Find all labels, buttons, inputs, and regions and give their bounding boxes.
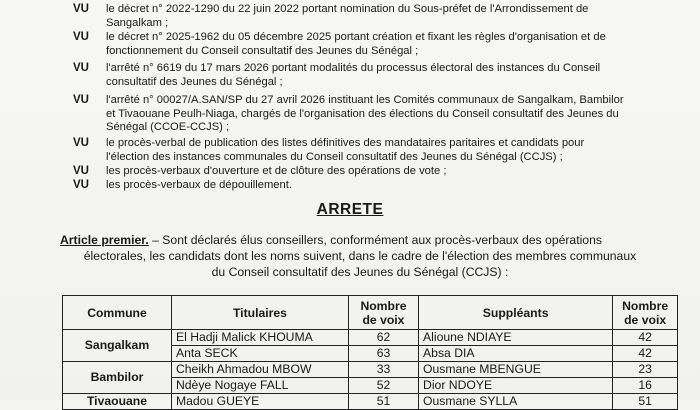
consideration-text — [106, 165, 660, 179]
consideration-line: le décret n° 2025-1962 du 05 décembre 2025 portant création et fixant les règles d'organisation et de — [106, 31, 606, 43]
consideration-text — [106, 137, 660, 164]
voix-titulaire-cell: 33 — [348, 362, 418, 378]
header-commune: Commune — [63, 296, 172, 330]
consideration-text — [106, 3, 660, 30]
consideration-line: Sénégal (CCOE-CCJS) ; — [106, 121, 230, 134]
vu-label: VU — [73, 94, 89, 106]
suppleant-cell: Ousmane MBENGUE — [419, 362, 613, 378]
consideration-line: l'arrêté n° 00027/A.SAN/SP du 27 avril 2026 instituant les Comités communaux de Sangalkam, Bambilor — [106, 94, 624, 106]
article-premier — [60, 233, 660, 280]
voix-titulaire-cell: 51 — [348, 394, 418, 410]
titulaire-cell: Madou GUEYE — [171, 394, 348, 410]
commune-cell: Bambilor — [63, 362, 172, 394]
consideration-line: fonctionnement du Conseil consultatif des Jeunes du Sénégal ; — [106, 44, 419, 57]
suppleant-cell: Absa DIA — [419, 346, 613, 362]
voix-titulaire-cell: 52 — [348, 378, 418, 394]
vu-label: VU — [73, 179, 89, 191]
vu-label: VU — [73, 165, 89, 177]
voix-suppleant-cell: 23 — [613, 362, 678, 378]
consideration-line: les procès-verbaux de dépouillement. — [106, 179, 292, 191]
consideration-line: les procès-verbaux d'ouverture et de clôture des opérations de vote ; — [106, 165, 447, 177]
vu-label: VU — [73, 31, 89, 43]
voix-titulaire-cell: 62 — [348, 330, 418, 346]
table-header-row — [63, 296, 678, 330]
article-line — [60, 233, 660, 249]
table-row — [63, 330, 678, 346]
suppleant-cell: Dior NDOYE — [419, 378, 613, 394]
header-voix-titulaires: Nombre de voix — [348, 296, 418, 330]
consideration-line: le procès-verbal de publication des listes définitives des mandataires paritaires et candidats pour — [106, 137, 585, 149]
article-line: du Conseil consultatif des Jeunes du Sénégal (CCJS) : — [211, 264, 509, 279]
header-suppleants: Suppléants — [419, 296, 613, 330]
article-text: – Sont déclarés élus conseillers, conformément aux procès-verbaux des opérations — [148, 233, 602, 247]
titulaire-cell: El Hadji Malick KHOUMA — [171, 330, 348, 346]
consideration-line: l'élection des instances communales du Conseil consultatif des Jeunes du Sénégal (CCJS) ; — [106, 150, 563, 163]
suppleant-cell: Alioune NDIAYE — [419, 330, 613, 346]
consideration-text — [106, 179, 660, 193]
voix-titulaire-cell: 63 — [348, 346, 418, 362]
header-titulaires: Titulaires — [171, 296, 348, 330]
consideration-line: consultatif des Jeunes du Sénégal ; — [106, 75, 283, 88]
vu-label: VU — [73, 62, 89, 74]
titulaire-cell: Cheikh Ahmadou MBOW — [171, 362, 348, 378]
table-row — [63, 362, 678, 378]
suppleant-cell: Ousmane SYLLA — [419, 394, 613, 410]
titulaire-cell: Anta SECK — [171, 346, 348, 362]
article-line: électorales, les candidats dont les noms suivent, dans le cadre de l'élection des membres communaux — [83, 248, 637, 263]
titulaire-cell: Ndèye Nogaye FALL — [171, 378, 348, 394]
consideration-text — [106, 31, 660, 58]
consideration-text — [106, 94, 660, 135]
consideration-text — [106, 62, 660, 89]
voix-suppleant-cell: 42 — [613, 346, 678, 362]
results-table — [62, 295, 678, 410]
consideration-line: Sangalkam ; — [106, 16, 169, 29]
commune-cell: Tivaouane — [63, 394, 172, 410]
voix-suppleant-cell: 16 — [613, 378, 678, 394]
article-lead: Article premier. — [60, 233, 149, 247]
consideration-line: l'arrêté n° 6619 du 17 mars 2026 portant modalités du processus électoral des instances du Conseil — [106, 62, 601, 74]
vu-label: VU — [73, 3, 89, 15]
consideration-line: le décret n° 2022-1290 du 22 juin 2022 portant nomination du Sous-préfet de l'Arrondissement de — [106, 3, 589, 15]
consideration-line: et Tivaouane Peulh-Niaga, chargés de l'organisation des élections du Conseil consultatif des Jeunes du — [106, 107, 619, 120]
header-voix-suppleants: Nombre de voix — [613, 296, 678, 330]
voix-suppleant-cell: 42 — [613, 330, 678, 346]
vu-label: VU — [73, 137, 89, 149]
commune-cell: Sangalkam — [63, 330, 172, 362]
table-row — [63, 394, 678, 410]
voix-suppleant-cell: 51 — [613, 394, 678, 410]
decision-heading: ARRETE — [316, 201, 384, 218]
